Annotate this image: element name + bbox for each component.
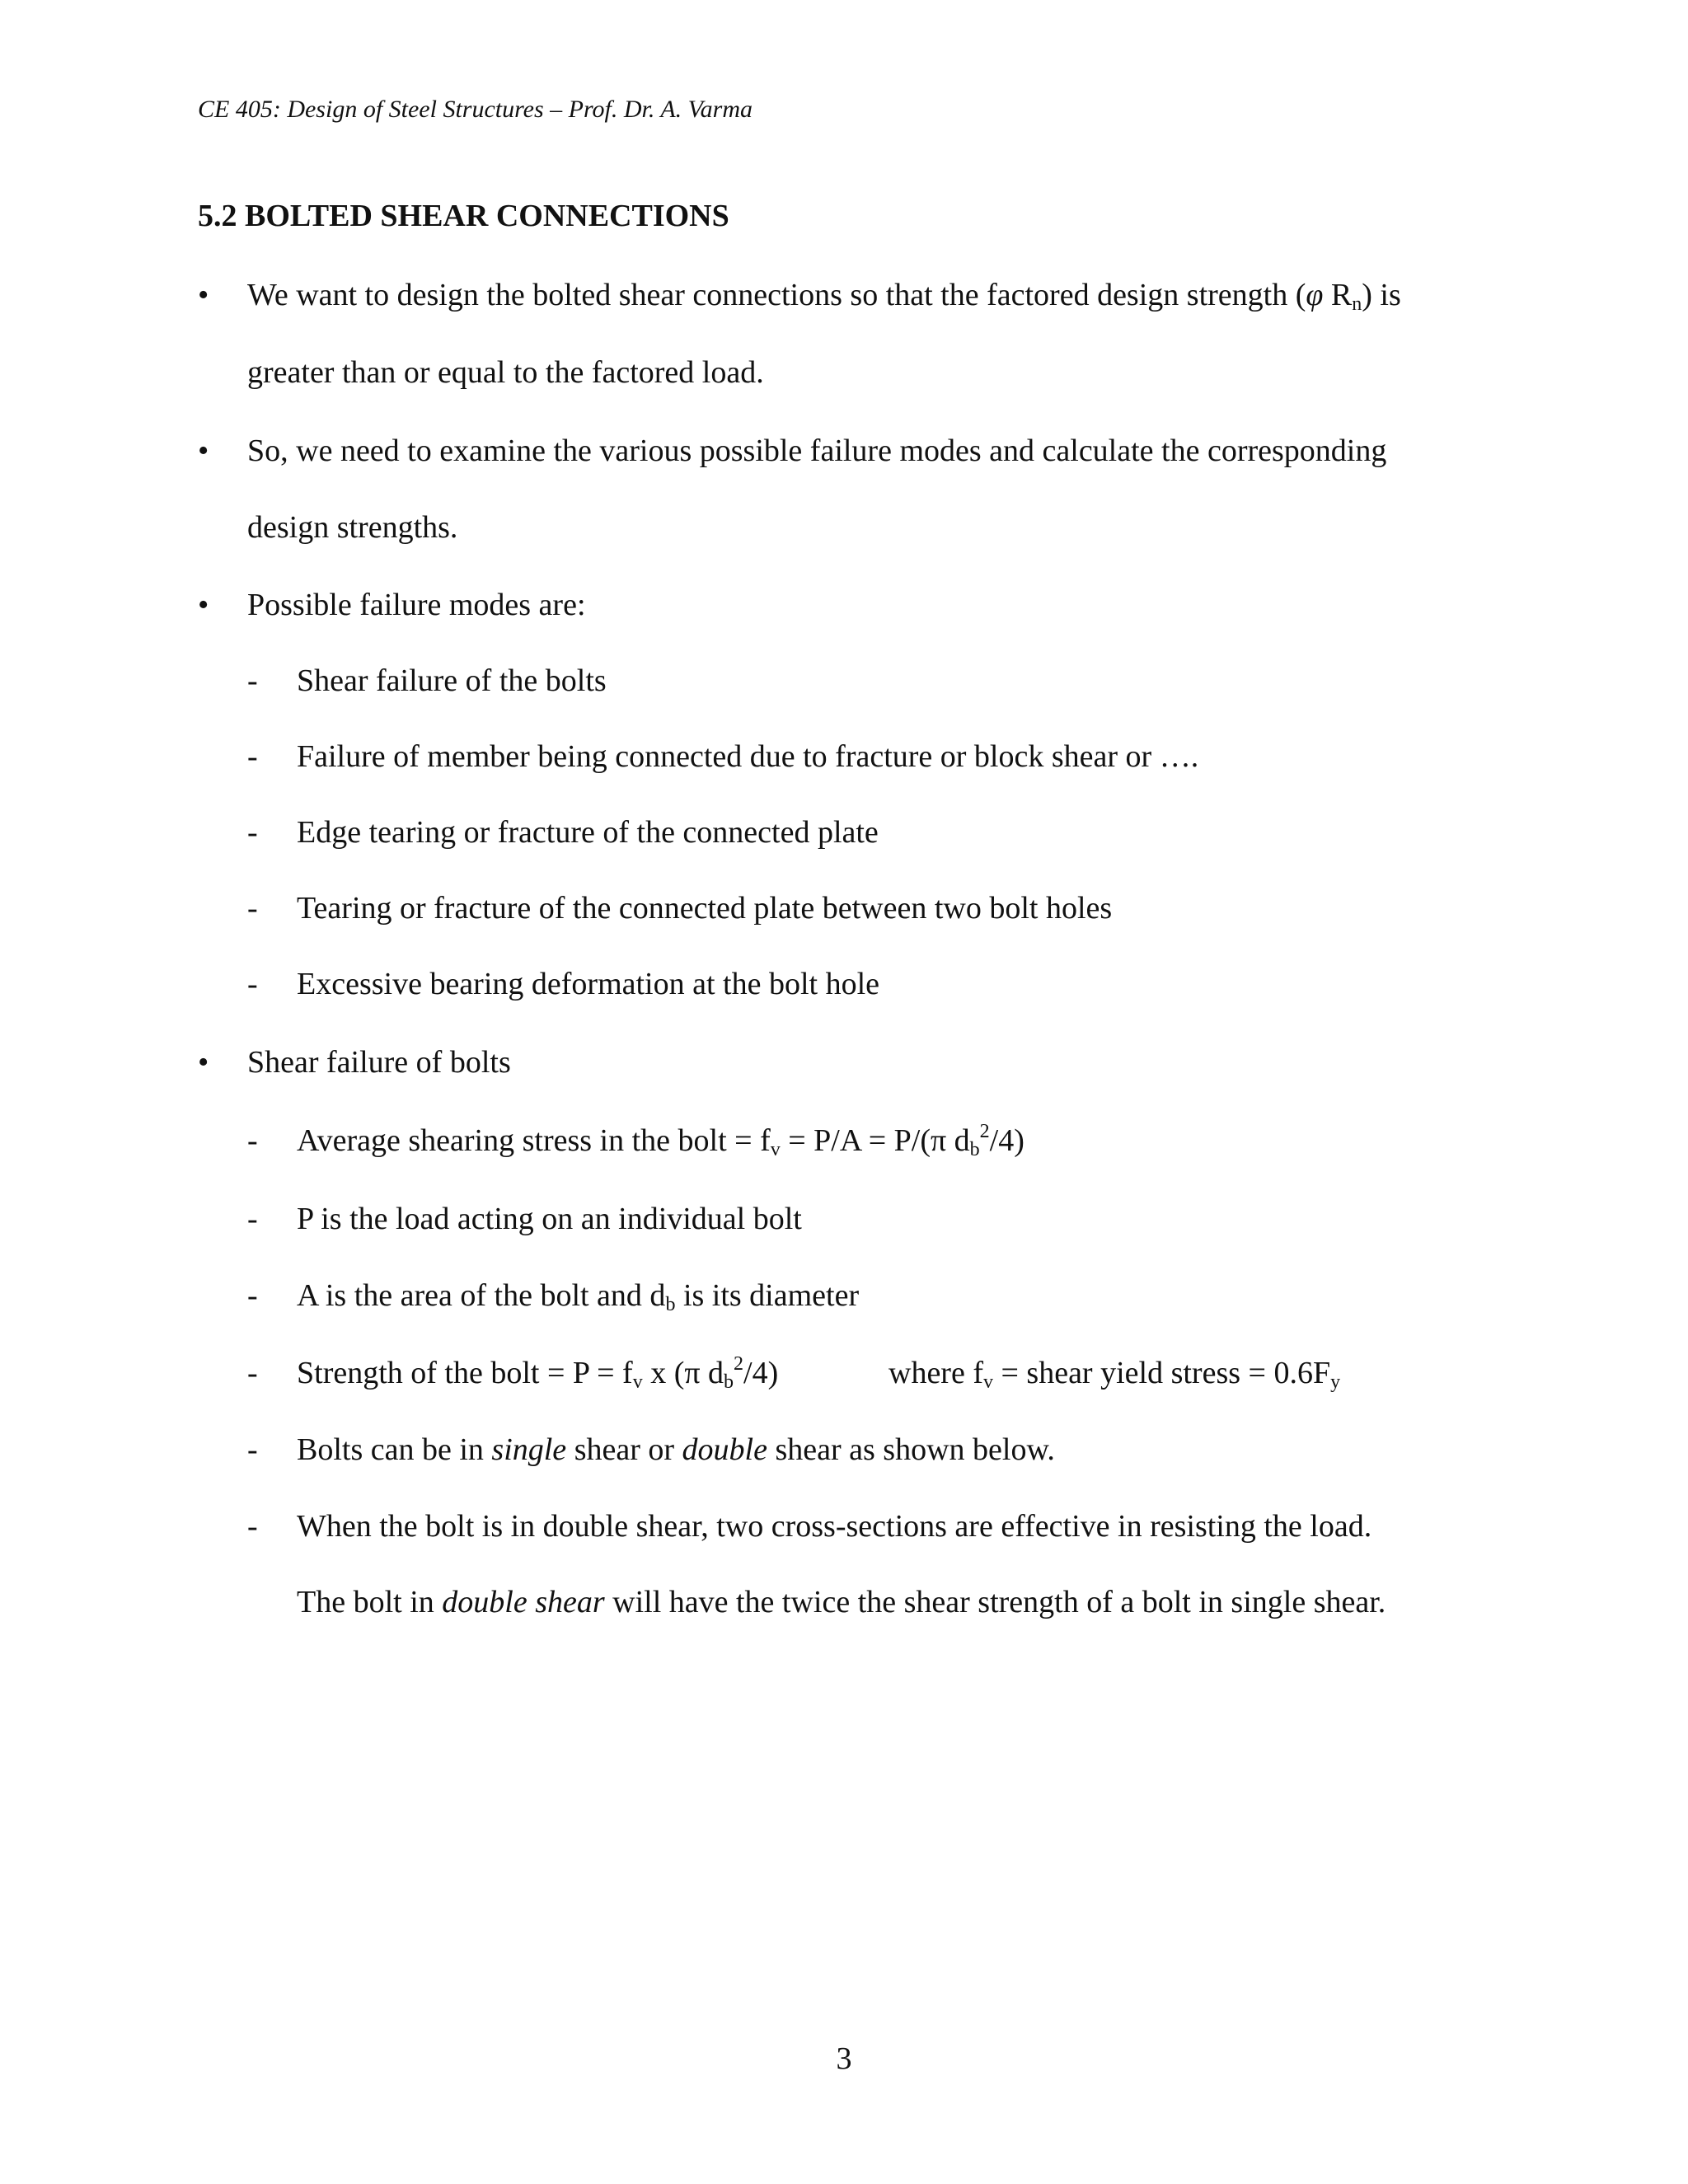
bullet-2-line-2: design strengths. <box>247 510 458 545</box>
emphasis: single <box>491 1432 567 1467</box>
text-span: R <box>1323 278 1353 312</box>
bullet-symbol: • <box>198 1045 209 1080</box>
text-span: where f <box>889 1356 983 1390</box>
bullet-4-line-1: Shear failure of bolts <box>247 1045 511 1080</box>
dash-symbol: - <box>247 663 258 698</box>
dash-symbol: - <box>247 1278 258 1313</box>
bullet-1-line-2: greater than or equal to the factored load. <box>247 355 764 390</box>
running-header: CE 405: Design of Steel Structures – Prof. Dr. A. Varma <box>198 96 753 123</box>
failure-mode-item: Edge tearing or fracture of the connected plate <box>297 815 879 850</box>
text-span: is its diameter <box>675 1278 860 1313</box>
text-span: /4) <box>989 1123 1025 1158</box>
dash-symbol: - <box>247 1509 258 1544</box>
text-span: A is the area of the bolt and d <box>297 1278 666 1313</box>
bullet-1-line-1 <box>247 277 1401 315</box>
subscript: b <box>665 1294 676 1315</box>
superscript: 2 <box>979 1121 990 1142</box>
text-span: The bolt in <box>297 1585 443 1619</box>
dash-symbol: - <box>247 739 258 774</box>
dash-symbol: - <box>247 815 258 850</box>
text-span: Strength of the bolt = P = f <box>297 1356 633 1390</box>
text-span: = shear yield stress = 0.6F <box>992 1356 1331 1390</box>
dash-symbol: - <box>247 1432 258 1467</box>
dash-symbol: - <box>247 1123 258 1158</box>
section-title: 5.2 BOLTED SHEAR CONNECTIONS <box>198 199 729 233</box>
text-span: shear or <box>566 1432 682 1467</box>
text-span: = P/A = P/(π d <box>780 1123 970 1158</box>
subscript: v <box>632 1371 643 1393</box>
page-number: 3 <box>836 2041 852 2076</box>
area-definition <box>297 1277 859 1315</box>
text-span: /4) <box>743 1356 779 1390</box>
double-shear-line-1: When the bolt is in double shear, two cross-sections are effective in resisting the load. <box>297 1509 1372 1544</box>
load-definition: P is the load acting on an individual bolt <box>297 1202 802 1236</box>
text-span: x (π d <box>642 1356 724 1390</box>
dash-symbol: - <box>247 1202 258 1236</box>
failure-mode-item: Tearing or fracture of the connected plate between two bolt holes <box>297 891 1113 926</box>
emphasis: double shear <box>442 1585 605 1619</box>
shear-yield-stress-note <box>889 1355 1340 1393</box>
text-span: Bolts can be in <box>297 1432 492 1467</box>
emphasis: double <box>682 1432 767 1467</box>
single-double-shear-line <box>297 1432 1055 1469</box>
dash-symbol: - <box>247 967 258 1001</box>
subscript: v <box>770 1139 781 1160</box>
dash-symbol: - <box>247 891 258 926</box>
phi-symbol: φ <box>1306 278 1324 312</box>
subscript: b <box>724 1371 734 1393</box>
subscript: b <box>969 1139 980 1160</box>
bullet-symbol: • <box>198 588 209 622</box>
text-span: ) is <box>1362 278 1401 312</box>
subscript: y <box>1330 1371 1341 1393</box>
failure-mode-item: Excessive bearing deformation at the bolt hole <box>297 967 879 1001</box>
text-span: will have the twice the shear strength of a bolt in single shear. <box>604 1585 1386 1619</box>
failure-mode-item: Shear failure of the bolts <box>297 663 607 698</box>
dash-symbol: - <box>247 1356 258 1390</box>
superscript: 2 <box>734 1353 744 1375</box>
failure-mode-item: Failure of member being connected due to fracture or block shear or …. <box>297 739 1199 774</box>
bullet-symbol: • <box>198 278 209 312</box>
subscript: v <box>982 1371 993 1393</box>
double-shear-line-2 <box>297 1584 1386 1622</box>
bullet-3-line-1: Possible failure modes are: <box>247 588 586 622</box>
subscript: n <box>1352 293 1362 315</box>
bolt-strength-formula <box>297 1355 778 1393</box>
text-span: shear as shown below. <box>767 1432 1055 1467</box>
bullet-symbol: • <box>198 434 209 468</box>
shear-stress-formula <box>297 1122 1025 1160</box>
text-span: We want to design the bolted shear connections so that the factored design strength ( <box>247 278 1306 312</box>
bullet-2-line-1: So, we need to examine the various possible failure modes and calculate the corresponding <box>247 434 1387 468</box>
text-span: Average shearing stress in the bolt = f <box>297 1123 771 1158</box>
